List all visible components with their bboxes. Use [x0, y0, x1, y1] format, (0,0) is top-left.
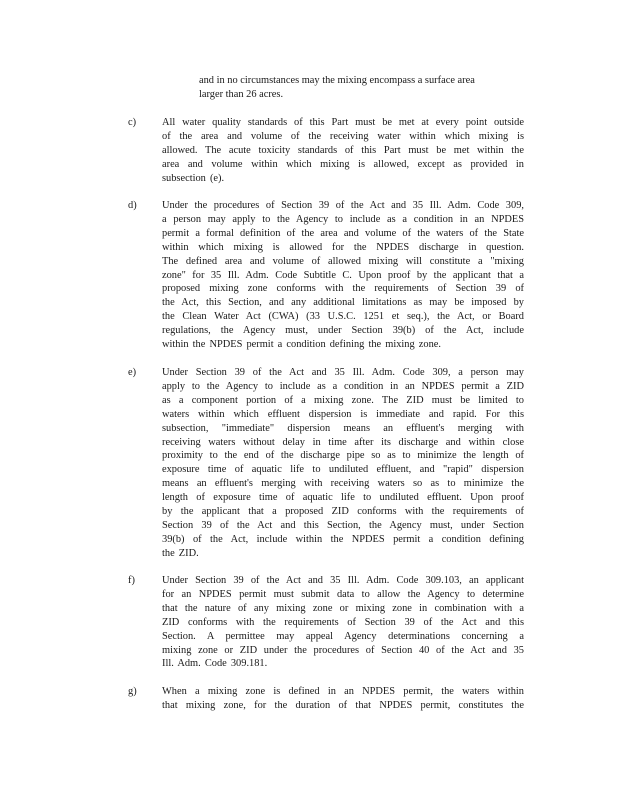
- text-line: by the applicant that a proposed ZID conforms with the requirements of: [162, 506, 524, 518]
- text-line: within the NPDES permit a condition defining the mixing zone.: [162, 339, 441, 351]
- text-line: The defined area and volume of allowed mixing will constitute a "mixing: [162, 255, 524, 267]
- text-line: ZID conforms with the requirements of Section 39 of the Act and this: [162, 616, 524, 628]
- text-line: Ill. Adm. Code 309.181.: [162, 658, 268, 670]
- text-line: for an NPDES permit must submit data to allow the Agency to determine: [162, 588, 524, 600]
- text-line: of the area and volume of the receiving water within which mixing is: [162, 130, 524, 142]
- subsection-text: [162, 199, 524, 352]
- text-line: that the nature of any mixing zone or mixing zone in combination with a: [162, 602, 524, 614]
- subsection-text: [162, 574, 524, 671]
- text-line: proximity to the end of the discharge pipe so as to minimize the length of: [162, 450, 524, 462]
- subsection-text: [162, 366, 524, 561]
- text-line: a person may apply to the Agency to include as a condition in an NPDES: [162, 213, 524, 225]
- text-line: that mixing zone, for the duration of that NPDES permit, constitutes the: [162, 699, 524, 711]
- subsection-label: e): [128, 367, 137, 378]
- text-line: mixing zone or ZID under the procedures of Section 40 of the Act and 35: [162, 644, 524, 656]
- text-line: waters within which effluent dispersion is immediate and rapid. For this: [162, 408, 524, 420]
- text-line: Section. A permittee may appeal Agency determinations concerning a: [162, 630, 524, 642]
- text-line: area and volume within which mixing is allowed, except as provided in: [162, 158, 524, 170]
- text-line: the ZID.: [162, 547, 199, 559]
- text-line: regulations, the Agency must, under Section 39(b) of the Act, include: [162, 325, 524, 337]
- subsection-label: d): [128, 200, 137, 211]
- text-line: means an effluent's merging with receiving waters so as to minimize the: [162, 478, 524, 490]
- text-line: length of exposure time of aquatic life to undiluted effluent. Upon proof: [162, 492, 524, 504]
- text-line: Under the procedures of Section 39 of the Act and 35 Ill. Adm. Code 309,: [162, 200, 524, 211]
- subsection-label: c): [128, 117, 137, 128]
- text-line: Under Section 39 of the Act and 35 Ill. Adm. Code 309.103, an applicant: [162, 575, 524, 586]
- text-line: the Act, this Section, and any additional limitations as may be imposed by: [162, 297, 524, 309]
- text-line: All water quality standards of this Part must be met at every point outside: [162, 117, 524, 128]
- text-line: as a component portion of a mixing zone. The ZID must be limited to: [162, 394, 524, 406]
- text-line: the Clean Water Act (CWA) (33 U.S.C. 1251 et seq.), the Act, or Board: [162, 311, 524, 323]
- text-line: permit a formal definition of the area and volume of the waters of the State: [162, 227, 524, 239]
- subsection-text: [162, 685, 524, 713]
- text-line: exposure time of aquatic life to undiluted effluent, and "rapid" dispersion: [162, 464, 524, 476]
- text-line: apply to the Agency to include as a condition in an NPDES permit a ZID: [162, 380, 524, 392]
- text-line: Under Section 39 of the Act and 35 Ill. Adm. Code 309, a person may: [162, 367, 524, 378]
- subsection-text: [162, 116, 524, 186]
- subsection-label: f): [128, 575, 135, 586]
- text-line: Section 39 of the Act and this Section, the Agency must, under Section: [162, 519, 524, 531]
- subsection-label: g): [128, 686, 137, 697]
- text-line: subsection, "immediate" dispersion means an effluent's merging with: [162, 422, 524, 434]
- text-line: When a mixing zone is defined in an NPDES permit, the waters within: [162, 686, 524, 697]
- text-line: larger than 26 acres.: [199, 89, 284, 101]
- text-line: subsection (e).: [162, 172, 225, 184]
- text-line: within which mixing is allowed for the NPDES discharge in question.: [162, 241, 524, 253]
- text-line: 39(b) of the Act, include within the NPDES permit a condition defining: [162, 533, 524, 545]
- continuation-paragraph: [199, 74, 529, 102]
- text-line: proposed mixing zone conforms with the requirements of Section 39 of: [162, 283, 524, 295]
- text-line: allowed. The acute toxicity standards of this Part must be met within the: [162, 144, 524, 156]
- text-line: and in no circumstances may the mixing encompass a surface area: [199, 75, 475, 86]
- text-line: receiving waters without delay in time after its discharge and within close: [162, 436, 524, 448]
- text-line: zone" for 35 Ill. Adm. Code Subtitle C. Upon proof by the applicant that a: [162, 269, 524, 281]
